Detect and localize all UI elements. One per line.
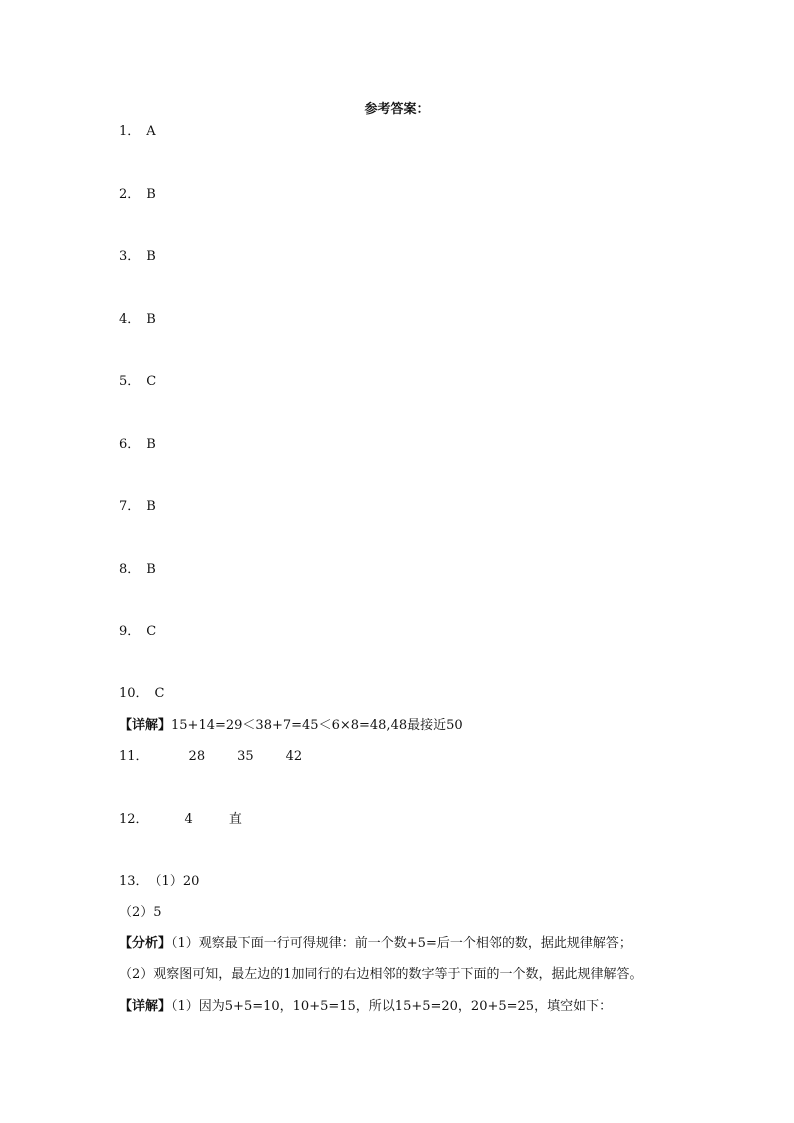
answer-number: 6． — [119, 437, 141, 452]
detail-tag: 【详解】 — [119, 718, 172, 733]
answer-row-6 — [119, 436, 156, 454]
answer-number: 13． — [119, 874, 149, 889]
q13-detail — [119, 998, 612, 1016]
answer-number: 10． — [119, 686, 149, 701]
answer-number: 4． — [119, 312, 141, 327]
answer-row-11 — [119, 748, 302, 766]
analysis-text: （1）观察最下面一行可得规律：前一个数+5=后一个相邻的数，据此规律解答； — [171, 936, 632, 951]
answer-number: 5． — [119, 374, 141, 389]
answer-number: 12． — [119, 812, 149, 827]
answer-number: 1． — [119, 124, 141, 139]
answer-row-1 — [119, 123, 156, 141]
blank-value-2: 直 — [228, 812, 242, 827]
q13-analysis-2: （2）观察图可知，最左边的1加同行的右边相邻的数字等于下面的一个数，据此规律解答。 — [119, 967, 643, 982]
blank-value-3: 42 — [285, 749, 303, 764]
answer-row-4 — [119, 311, 156, 329]
answer-value: B — [146, 499, 156, 514]
answer-row-7 — [119, 498, 156, 516]
answer-row-12 — [119, 811, 242, 829]
answer-value: A — [146, 124, 156, 139]
answer-row-2 — [119, 186, 156, 204]
answer-number: 7． — [119, 499, 141, 514]
answer-row-5 — [119, 373, 156, 391]
answer-value: C — [146, 374, 157, 389]
blank-value-1: 4 — [184, 812, 193, 827]
answer-value: B — [146, 437, 156, 452]
answer-number: 11． — [119, 749, 149, 764]
answer-number: 2． — [119, 187, 141, 202]
answer-row-8 — [119, 561, 156, 579]
answer-number: 3． — [119, 249, 141, 264]
blank-value-1: 28 — [188, 749, 206, 764]
q10-detail — [119, 717, 463, 735]
answer-number: 8． — [119, 562, 141, 577]
q13-part1: （1）20 — [148, 874, 200, 889]
answer-value: B — [146, 249, 156, 264]
answer-number: 9． — [119, 624, 141, 639]
answer-value: C — [154, 686, 165, 701]
detail-text: 15+14=29＜38+7=45＜6×8=48,48最接近50 — [171, 718, 463, 733]
detail-tag: 【详解】 — [119, 999, 172, 1014]
answer-row-3 — [119, 248, 156, 266]
answer-row-10 — [119, 685, 165, 703]
analysis-tag: 【分析】 — [119, 936, 172, 951]
answer-value: B — [146, 562, 156, 577]
answer-value: C — [146, 624, 157, 639]
answer-row-13 — [119, 873, 199, 891]
answer-value: B — [146, 312, 156, 327]
detail-text: （1）因为5+5=10，10+5=15，所以15+5=20，20+5=25，填空如下： — [171, 999, 613, 1014]
answer-row-9 — [119, 623, 156, 641]
q13-analysis-1 — [119, 935, 632, 953]
q13-part2: （2）5 — [119, 905, 162, 920]
page-title: 参考答案： — [364, 102, 430, 117]
answer-value: B — [146, 187, 156, 202]
blank-value-2: 35 — [237, 749, 254, 764]
